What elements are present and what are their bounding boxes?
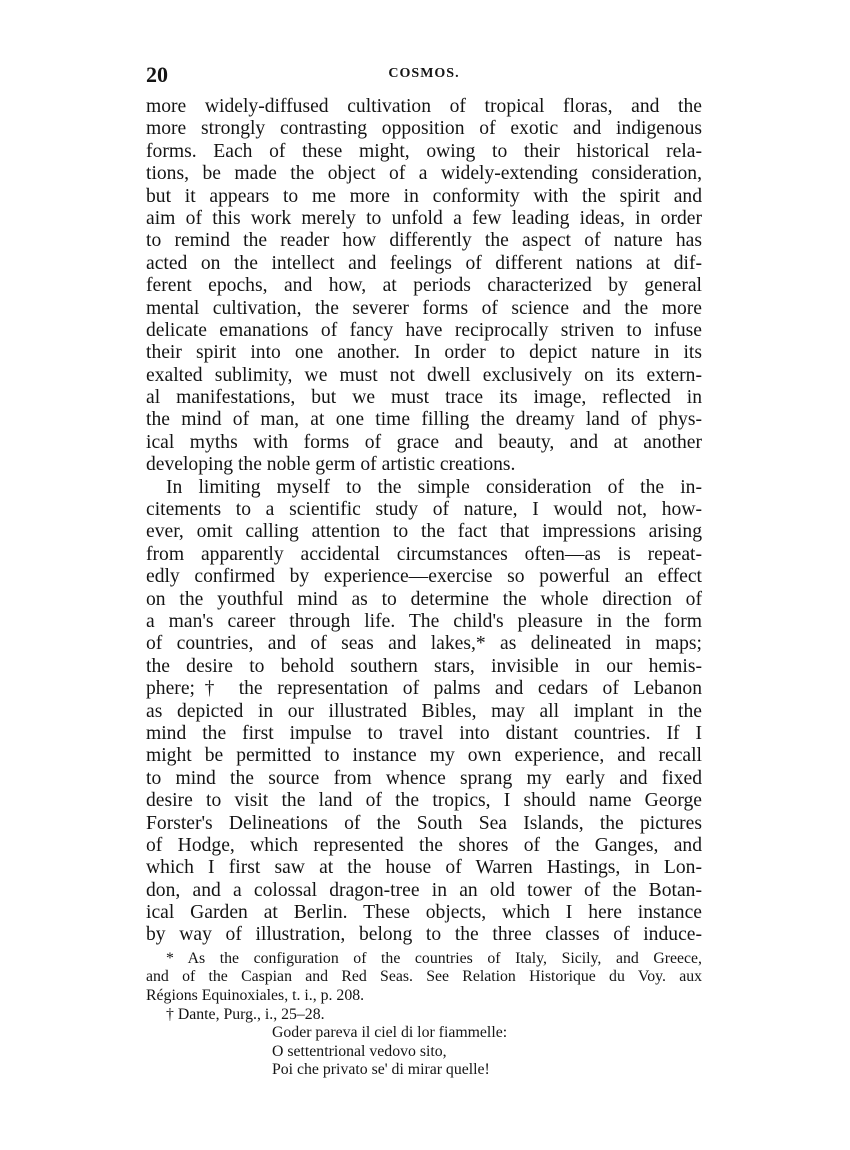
text-line: tions, be made the object of a widely-extending consideration, [146,163,702,185]
text-line: acted on the intellect and feelings of different nations at dif- [146,252,702,274]
text-line: exalted sublimity, we must not dwell exclusively on its extern- [146,364,702,386]
text-line: delicate emanations of fancy have reciprocally striven to infuse [146,319,702,341]
page-number: 20 [146,62,168,87]
text-line: might be permitted to instance my own experience, and recall [146,745,702,767]
text-line: developing the noble germ of artistic creations. [146,454,516,476]
text-line: citements to a scientific study of nature, I would not, how- [146,499,702,521]
text-line: their spirit into one another. In order to depict nature in its [146,342,702,364]
text-line: don, and a colossal dragon-tree in an old tower of the Botan- [146,879,702,901]
verse-line: Goder pareva il ciel di lor fiammelle: [272,1024,508,1042]
text-line: to remind the reader how differently the aspect of nature has [146,230,702,252]
text-line: desire to visit the land of the tropics, I should name George [146,790,702,812]
text-line: In limiting myself to the simple consideration of the in- [166,476,702,498]
text-line: mental cultivation, the severer forms of science and the more [146,297,702,319]
text-line: by way of illustration, belong to the three classes of induce- [146,924,702,946]
text-line: forms. Each of these might, owing to their historical rela- [146,140,702,162]
text-line: which I first saw at the house of Warren Hastings, in Lon- [146,857,702,879]
text-line: Forster's Delineations of the South Sea Islands, the pictures [146,812,702,834]
footnote-line: * As the configuration of the countries of Italy, Sicily, and Greece, [166,949,702,967]
footnote-line: and of the Caspian and Red Seas. See Relation Historique du Voy. aux [146,968,702,986]
text-line: from apparently accidental circumstances often—as is repeat- [146,543,702,565]
text-line: to mind the source from whence sprang my early and fixed [146,767,702,789]
text-line: more widely-diffused cultivation of tropical floras, and the [146,96,702,117]
text-line: the desire to behold southern stars, invisible in our hemis- [146,655,702,677]
text-line: of countries, and of seas and lakes,* as delineated in maps; [146,633,702,655]
text-line: ical Garden at Berlin. These objects, which I here instance [146,902,702,924]
text-line: ever, omit calling attention to the fact that impressions arising [146,521,702,543]
text-line: phere;† the representation of palms and cedars of Lebanon [146,678,702,700]
book-page [146,62,702,1080]
text-line: ical myths with forms of grace and beauty, and at another [146,431,702,453]
text-line: but it appears to me more in conformity with the spirit and [146,185,702,207]
footnote-line: Régions Equinoxiales, t. i., p. 208. [146,987,365,1005]
footnote-line: † Dante, Purg., i., 25–28. [166,1005,325,1023]
running-head: COSMOS. [388,66,460,81]
text-line: as depicted in our illustrated Bibles, may all implant in the [146,700,702,722]
text-line: of Hodge, which represented the shores of the Ganges, and [146,834,702,856]
text-line: on the youthful mind as to determine the whole direction of [146,588,702,610]
footnotes [146,950,702,1080]
text-line: ferent epochs, and how, at periods characterized by general [146,275,702,297]
text-line: aim of this work merely to unfold a few leading ideas, in order [146,207,702,229]
body-text [146,96,702,947]
text-line: al manifestations, but we must trace its image, reflected in [146,387,702,409]
verse-line: O settentrional vedovo sito, [272,1042,447,1060]
text-line: a man's career through life. The child's pleasure in the form [146,610,702,632]
verse-line: Poi che privato se' di mirar quelle! [272,1061,490,1079]
text-line: the mind of man, at one time filling the dreamy land of phys- [146,409,702,431]
text-line: more strongly contrasting opposition of exotic and indigenous [146,118,702,140]
text-line: edly confirmed by experience—exercise so powerful an effect [146,566,702,588]
page-header [146,62,702,92]
text-line: mind the first impulse to travel into distant countries. If I [146,722,702,744]
